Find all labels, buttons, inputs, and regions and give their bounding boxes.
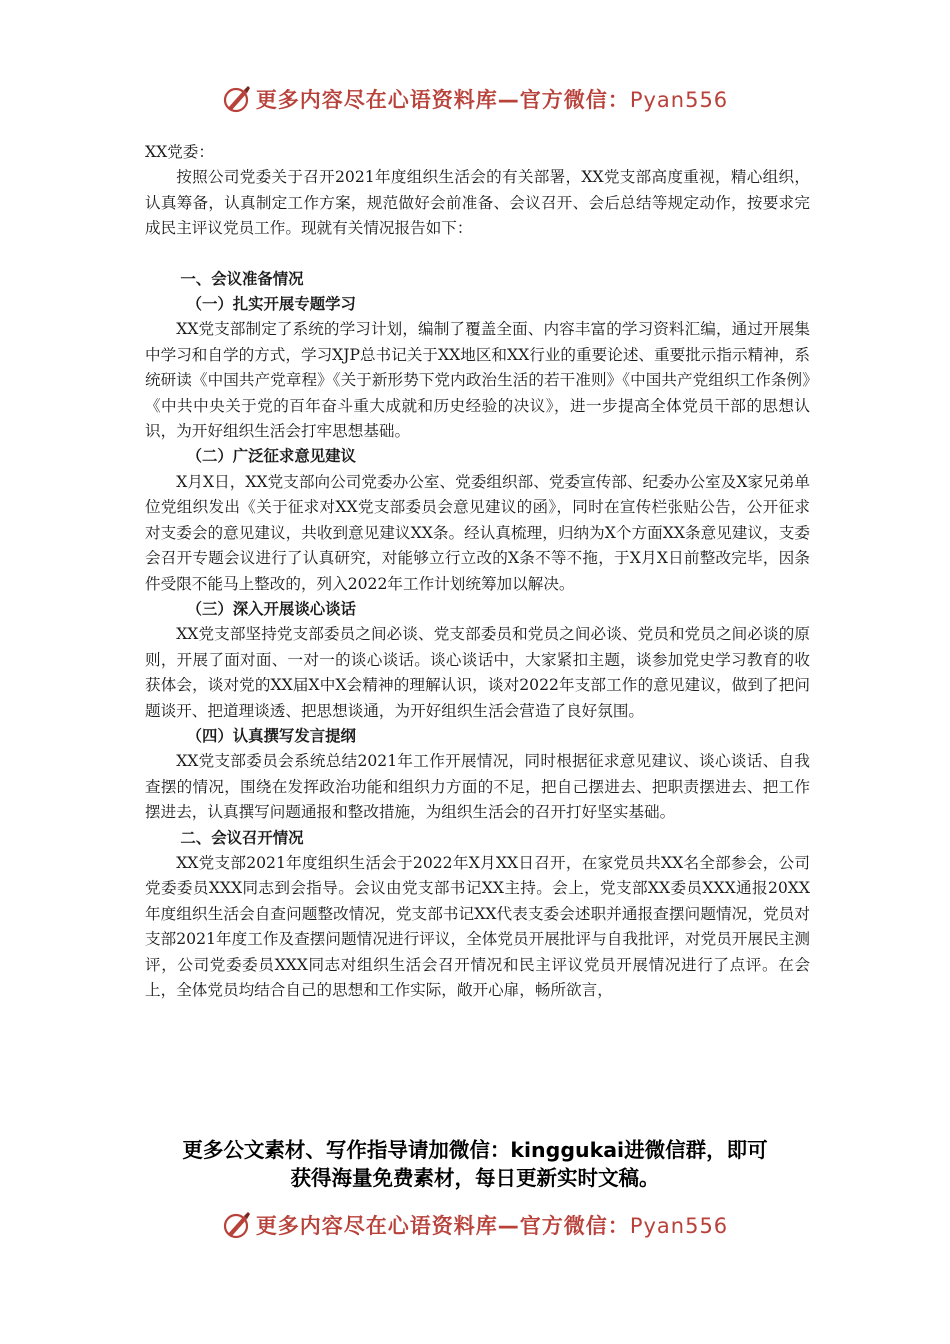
banner-text: 更多内容尽在心语资料库—官方微信：Pyan556 xyxy=(255,88,729,112)
promo-line-1: 更多公文素材、写作指导请加微信：kinggukai进微信群，即可 xyxy=(182,1138,768,1162)
pen-circle-logo-icon xyxy=(222,1210,252,1240)
subsection-4-paragraph: XX党支部委员会系统总结2021年工作开展情况，同时根据征求意见建议、谈心谈话、自我查摆的情况，围绕在发挥政治功能和组织力方面的不足，把自己摆进去、把职责摆进去、把工作摆进去，认真撰写问题通报和整改措施，为组织生活会的召开打好坚实基础。 xyxy=(145,752,810,822)
header-banner xyxy=(0,84,950,114)
intro-paragraph: 按照公司党委关于召开2021年度组织生活会的有关部署，XX党支部高度重视，精心组织，认真筹备，认真制定工作方案，规范做好会前准备、会议召开、会后总结等规定动作，按要求完成民主评议党员工作。现就有关情况报告如下： xyxy=(145,168,810,238)
promo-notice xyxy=(0,1136,950,1192)
promo-line-2: 获得海量免费素材，每日更新实时文稿。 xyxy=(290,1166,660,1190)
subsection-3-paragraph: XX党支部坚持党支部委员之间必谈、党支部委员和党员之间必谈、党员和党员之间必谈的原则，开展了面对面、一对一的谈心谈话。谈心谈话中，大家紧扣主题，谈参加党史学习教育的收获体会，谈对党的XX届X中X会精神的理解认识，谈对2022年支部工作的意见建议，做到了把问题谈开、把道理谈透、把思想谈通，为开好组织生活会营造了良好氛围。 xyxy=(145,625,810,720)
subsection-1-paragraph: XX党支部制定了系统的学习计划，编制了覆盖全面、内容丰富的学习资料汇编，通过开展集中学习和自学的方式，学习XJP总书记关于XX地区和XX行业的重要论述、重要批示指示精神，系统研读《中国共产党章程》《关于新形势下党内政治生活的若干准则》《中国共产党组织工作条例》《中共中央关于党的百年奋斗重大成就和历史经验的决议》，进一步提高全体党员干部的思想认识，为开好组织生活会打牢思想基础。 xyxy=(145,320,810,441)
banner-wechat-id: Pyan556 xyxy=(629,88,729,112)
banner-wechat-id: Pyan556 xyxy=(629,1214,729,1238)
banner-text: 更多内容尽在心语资料库—官方微信：Pyan556 xyxy=(255,1214,729,1238)
subsection-3-heading: （三）深入开展谈心谈话 xyxy=(186,599,356,618)
subsection-2-heading: （二）广泛征求意见建议 xyxy=(186,447,356,466)
footer-banner xyxy=(0,1210,950,1240)
pen-circle-logo-icon xyxy=(222,84,252,114)
subsection-2-paragraph: X月X日，XX党支部向公司党委办公室、党委组织部、党委宣传部、纪委办公室及X家兄弟单位党组织发出《关于征求对XX党支部委员会意见建议的函》，同时在宣传栏张贴公告，公开征求对支委会的意见建议，共收到意见建议XX条。经认真梳理，归纳为X个方面XX条意见建议，支委会召开专题会议进行了认真研究，对能够立行立改的X条不等不拖，于X月X日前整改完毕，因条件受限不能马上整改的，列入2022年工作计划统筹加以解决。 xyxy=(145,472,810,593)
section-2-paragraph: XX党支部2021年度组织生活会于2022年X月XX日召开，在家党员共XX名全部参会，公司党委委员XXX同志到会指导。会议由党支部书记XX主持。会上，党支部XX委员XXX通报20XX年度组织生活会自查问题整改情况，党支部书记XX代表支委会述职并通报查摆问题情况，党员对支部2021年度工作及查摆问题情况进行评议，全体党员开展批评与自我批评，对党员开展民主测评，公司党委委员XXX同志对组织生活会召开情况和民主评议党员开展情况进行了点评。在会上，全体党员均结合自己的思想和工作实际，敞开心扉，畅所欲言， xyxy=(145,853,810,999)
salutation: XX党委： xyxy=(145,143,214,161)
subsection-4-heading: （四）认真撰写发言提纲 xyxy=(186,726,356,745)
subsection-1-heading: （一）扎实开展专题学习 xyxy=(186,295,356,314)
section-1-heading: 一、会议准备情况 xyxy=(180,269,304,288)
document-body xyxy=(145,140,810,1003)
section-2-heading: 二、会议召开情况 xyxy=(180,828,304,847)
